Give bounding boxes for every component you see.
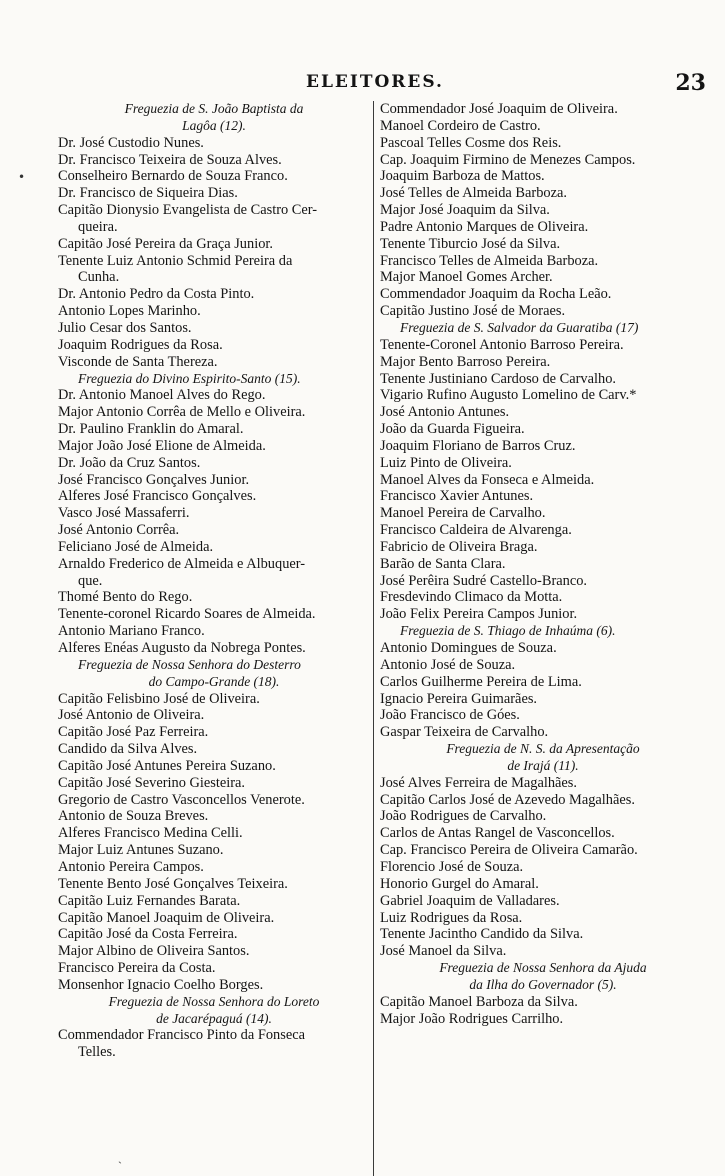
- elector-entry: Capitão José Pereira da Graça Junior.: [58, 235, 273, 252]
- elector-entry: Monsenhor Ignacio Coelho Borges.: [58, 976, 264, 993]
- column-divider: [373, 101, 374, 1176]
- parish-heading: Freguezia de S. João Baptista da: [124, 101, 304, 116]
- elector-entry: Major José Joaquim da Silva.: [380, 202, 550, 219]
- elector-entry: Tenente-coronel Ricardo Soares de Almeida.: [58, 606, 316, 623]
- elector-entry: João Rodrigues de Carvalho.: [380, 808, 547, 825]
- elector-entry: Vasco José Massaferri.: [58, 505, 190, 522]
- elector-entry: José Francisco Gonçalves Junior.: [58, 471, 250, 488]
- elector-entry: Alferes Francisco Medina Celli.: [58, 825, 243, 842]
- elector-entry: Conselheiro Bernardo de Souza Franco.: [58, 168, 288, 185]
- elector-entry: Arnaldo Frederico de Almeida e Albuquer-: [58, 555, 306, 572]
- elector-entry-continuation: Telles.: [78, 1044, 116, 1061]
- elector-entry: Joaquim Barboza de Mattos.: [380, 168, 545, 185]
- elector-entry: Julio Cesar dos Santos.: [58, 319, 192, 336]
- elector-entry: Dr. Francisco de Siqueira Dias.: [58, 185, 238, 202]
- elector-entry: Fabricio de Oliveira Braga.: [380, 538, 538, 555]
- elector-entry: Major João Rodrigues Carrilho.: [380, 1010, 564, 1027]
- elector-entry: Dr. Antonio Pedro da Costa Pinto.: [58, 286, 255, 303]
- elector-entry: Capitão Justino José de Moraes.: [380, 303, 566, 320]
- parish-heading: do Campo-Grande (18).: [148, 673, 280, 689]
- parish-heading: Freguezia de S. Salvador da Guaratiba (17): [400, 319, 639, 335]
- elector-entry: José Alves Ferreira de Magalhães.: [380, 774, 578, 791]
- elector-entry: Vigario Rufino Augusto Lomelino de Carv.*: [380, 387, 637, 404]
- elector-entry: Honorio Gurgel do Amaral.: [380, 875, 539, 892]
- elector-entry: Dr. José Custodio Nunes.: [58, 134, 204, 151]
- parish-heading: Freguezia de S. Thiago de Inhaúma (6).: [400, 623, 616, 639]
- elector-entry: Commendador Joaquim da Rocha Leão.: [380, 286, 612, 303]
- elector-entry: Antonio José de Souza.: [380, 656, 516, 673]
- elector-entry: Tenente Bento José Gonçalves Teixeira.: [58, 875, 288, 892]
- parish-heading: Freguezia do Divino Espirito-Santo (15).: [78, 370, 301, 386]
- elector-entry: Major Luiz Antunes Suzano.: [58, 842, 224, 859]
- elector-entry-continuation: Cunha.: [78, 269, 120, 286]
- elector-entry: Barão de Santa Clara.: [380, 555, 506, 572]
- elector-entry: Capitão Manoel Barboza da Silva.: [380, 993, 578, 1010]
- elector-entry: Cap. Francisco Pereira de Oliveira Camarão.: [380, 842, 638, 859]
- elector-entry: Capitão Dionysio Evangelista de Castro Cer-: [58, 202, 318, 219]
- elector-entry: Tenente Justiniano Cardoso de Carvalho.: [380, 370, 616, 387]
- elector-entry: José Manoel da Silva.: [380, 943, 507, 960]
- elector-entry: Capitão Manoel Joaquim de Oliveira.: [58, 909, 275, 926]
- parish-heading: Lagôa (12).: [182, 117, 246, 133]
- right-column: [380, 101, 706, 1027]
- elector-entry: Manoel Alves da Fonseca e Almeida.: [380, 471, 595, 488]
- elector-entry: Gabriel Joaquim de Valladares.: [380, 892, 560, 909]
- elector-entry: Dr. Francisco Teixeira de Souza Alves.: [58, 151, 282, 168]
- elector-entry: Capitão José Paz Ferreira.: [58, 724, 209, 741]
- elector-entry: Major Manoel Gomes Archer.: [380, 269, 553, 286]
- elector-entry: João Francisco de Góes.: [380, 707, 520, 724]
- elector-entry: José Antonio de Oliveira.: [58, 707, 205, 724]
- elector-entry: Francisco Pereira da Costa.: [58, 960, 216, 977]
- stray-mark: ˎ: [118, 1150, 122, 1164]
- parish-heading: Freguezia de Nossa Senhora da Ajuda: [439, 960, 647, 976]
- elector-entry: Fresdevindo Climaco da Motta.: [380, 589, 563, 606]
- elector-entry: Gregorio de Castro Vasconcellos Venerote.: [58, 791, 305, 808]
- stray-mark: •: [18, 170, 26, 184]
- elector-entry-continuation: queira.: [78, 218, 118, 235]
- elector-entry: Capitão José Antunes Pereira Suzano.: [58, 757, 276, 774]
- elector-entry: Manoel Cordeiro de Castro.: [380, 117, 541, 134]
- elector-entry: João Felix Pereira Campos Junior.: [380, 606, 578, 623]
- elector-entry: Feliciano José de Almeida.: [58, 538, 214, 555]
- elector-entry: Thomé Bento do Rego.: [58, 589, 193, 606]
- elector-entry: Francisco Caldeira de Alvarenga.: [380, 522, 572, 539]
- elector-entry: Dr. Antonio Manoel Alves do Rego.: [58, 387, 266, 404]
- elector-entry: Tenente Tiburcio José da Silva.: [380, 235, 561, 252]
- elector-entry: Cap. Joaquim Firmino de Menezes Campos.: [380, 151, 636, 168]
- elector-entry: Commendador José Joaquim de Oliveira.: [380, 101, 618, 117]
- elector-entry: Joaquim Floriano de Barros Cruz.: [380, 437, 576, 454]
- elector-entry: Francisco Telles de Almeida Barboza.: [380, 252, 599, 269]
- left-column: [58, 101, 370, 1061]
- elector-entry: Major Antonio Corrêa de Mello e Oliveira.: [58, 404, 306, 421]
- parish-heading: de Irajá (11).: [507, 757, 579, 773]
- elector-entry: Dr. Paulino Franklin do Amaral.: [58, 421, 244, 438]
- elector-entry: Antonio Lopes Marinho.: [58, 303, 201, 320]
- elector-entry: Luiz Pinto de Oliveira.: [380, 454, 512, 471]
- elector-entry: João da Guarda Figueira.: [380, 421, 525, 438]
- elector-entry: José Antonio Antunes.: [380, 404, 510, 421]
- parish-heading: Freguezia de N. S. da Apresentação: [446, 741, 640, 757]
- elector-entry: José Telles de Almeida Barboza.: [380, 185, 567, 202]
- elector-entry: Padre Antonio Marques de Oliveira.: [380, 218, 589, 235]
- elector-entry: Commendador Francisco Pinto da Fonseca: [58, 1027, 305, 1044]
- elector-entry: Major João José Elione de Almeida.: [58, 437, 266, 454]
- elector-entry: Visconde de Santa Thereza.: [58, 353, 218, 370]
- elector-entry: José Antonio Corrêa.: [58, 522, 180, 539]
- parish-heading: da Ilha do Governador (5).: [469, 976, 617, 992]
- elector-entry: Alferes Enéas Augusto da Nobrega Pontes.: [58, 640, 306, 656]
- elector-entry: Tenente Jacintho Candido da Silva.: [380, 926, 584, 943]
- elector-entry: Manoel Pereira de Carvalho.: [380, 505, 546, 522]
- elector-entry: Capitão Felisbino José de Oliveira.: [58, 690, 260, 707]
- page-title: ELEITORES.: [306, 72, 444, 92]
- elector-entry: Florencio José de Souza.: [380, 858, 524, 875]
- elector-entry: Major Albino de Oliveira Santos.: [58, 943, 250, 960]
- elector-entry: José Perêira Sudré Castello-Branco.: [380, 572, 588, 589]
- elector-entry: Capitão Carlos José de Azevedo Magalhães.: [380, 791, 635, 808]
- elector-entry: Antonio de Souza Breves.: [58, 808, 209, 825]
- elector-entry: Carlos de Antas Rangel de Vasconcellos.: [380, 825, 615, 842]
- elector-entry: Antonio Pereira Campos.: [58, 858, 204, 875]
- elector-entry: Gaspar Teixeira de Carvalho.: [380, 724, 549, 741]
- elector-entry: Candido da Silva Alves.: [58, 741, 198, 758]
- elector-entry: Dr. João da Cruz Santos.: [58, 454, 201, 471]
- elector-entry: Capitão Luiz Fernandes Barata.: [58, 892, 241, 909]
- elector-entry: Joaquim Rodrigues da Rosa.: [58, 336, 223, 353]
- elector-entry: Tenente Luiz Antonio Schmid Pereira da: [58, 252, 293, 269]
- elector-entry-continuation: que.: [78, 572, 103, 589]
- elector-entry: Luiz Rodrigues da Rosa.: [380, 909, 523, 926]
- elector-entry: Francisco Xavier Antunes.: [380, 488, 534, 505]
- elector-entry: Capitão José da Costa Ferreira.: [58, 926, 238, 943]
- elector-entry: Carlos Guilherme Pereira de Lima.: [380, 673, 582, 690]
- elector-entry: Pascoal Telles Cosme dos Reis.: [380, 134, 562, 151]
- elector-entry: Capitão José Severino Giesteira.: [58, 774, 246, 791]
- elector-entry: Ignacio Pereira Guimarães.: [380, 690, 538, 707]
- elector-entry: Antonio Mariano Franco.: [58, 623, 205, 640]
- parish-heading: de Jacarépaguá (14).: [156, 1010, 272, 1026]
- page-number: 23: [675, 70, 706, 96]
- page-header: [56, 70, 706, 94]
- elector-entry: Antonio Domingues de Souza.: [380, 640, 557, 656]
- parish-heading: Freguezia de Nossa Senhora do Loreto: [108, 993, 320, 1009]
- elector-entry: Tenente-Coronel Antonio Barroso Pereira.: [380, 336, 624, 353]
- elector-entry: Alferes José Francisco Gonçalves.: [58, 488, 257, 505]
- elector-entry: Major Bento Barroso Pereira.: [380, 353, 551, 370]
- parish-heading: Freguezia de Nossa Senhora do Desterro: [78, 656, 301, 672]
